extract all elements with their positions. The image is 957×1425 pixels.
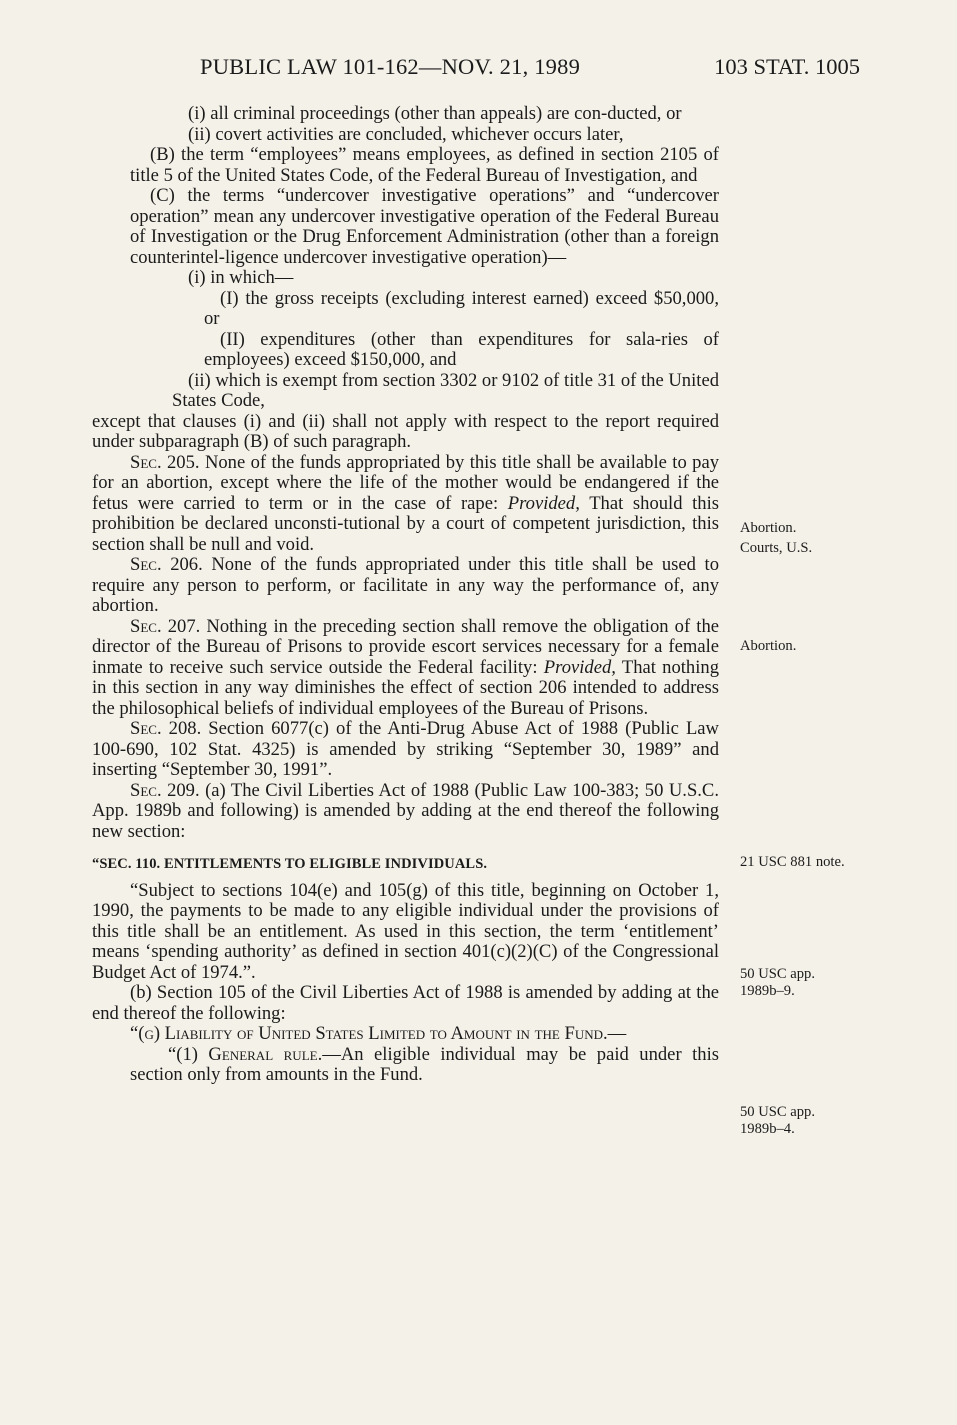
margin-note-abortion-2: Abortion. xyxy=(740,638,797,654)
margin-note-courts: Courts, U.S. xyxy=(740,540,813,556)
margin-note-21-usc-881: 21 USC 881 note. xyxy=(740,854,845,870)
margin-note-50-usc-1989b-9: 50 USC app. 1989b–9. xyxy=(740,966,815,999)
section-209: Sec. 209. (a) The Civil Liberties Act of 1988 (Public Law 100-383; 50 U.S.C. App. 1989b and following) is amended by adding at the end thereof the following new section: xyxy=(92,779,719,842)
clause-ii-exempt: (ii) which is exempt from section 3302 or 9102 of title 31 of the United States Code, xyxy=(172,369,719,411)
subparagraph-b-employees: (B) the term “employees” means employees, as defined in section 2105 of title 5 of the United States Code, of the Federal Bureau of Investigation, and xyxy=(130,144,719,186)
section-209-label: Sec. 209. xyxy=(130,779,200,801)
section-110-text: “Subject to sections 104(e) and 105(g) of this title, beginning on October 1, 1990, the payments to be made to any eligible individual under the provisions of this title shall be an entitlement. As used in this section, the term ‘entitlement’ means ‘spending authority’ as defined in section 401(c)(2)(C) of the Congressional Budget Act of 1974.”. xyxy=(92,879,719,983)
section-207-label: Sec. 207. xyxy=(130,615,201,637)
clause-i-in-which: (i) in which— xyxy=(188,267,294,288)
statute-page-number: 103 STAT. 1005 xyxy=(714,54,860,79)
margin-note-abortion: Abortion. xyxy=(740,520,797,536)
public-law-citation: PUBLIC LAW 101-162—NOV. 21, 1989 xyxy=(200,54,581,79)
subsection-g-heading: “(g) Liability of United States Limited to Amount in the Fund.— xyxy=(130,1023,627,1044)
section-206: Sec. 206. None of the funds appropriated under this title shall be used to require any person to perform, or facilitate in any way the performance of, any abortion. xyxy=(92,554,719,616)
section-207: Sec. 207. Nothing in the preceding section shall remove the obligation of the director of the Bureau of Prisons to provide escort services necessary for a female inmate to receive such service outside the Federal facility: Provided, That nothing in this section in any way diminishes the effect of section 206 intended to address the philosophical beliefs of individual employees of the Bureau of Prisons. xyxy=(92,615,720,719)
statute-body xyxy=(92,104,719,1086)
subclause-ii-expenditures: (II) expenditures (other than expenditures for sala-ries of employees) exceed $150,000, and xyxy=(204,328,719,370)
subparagraph-c-undercover-operations: (C) the terms “undercover investigative operations” and “undercover operation” mean any undercover investigative operation of the Federal Bureau of Investigation or the Drug Enforcement Administration (other than a foreign counterintel-ligence undercover investigative operation)— xyxy=(130,185,719,268)
section-206-label: Sec. 206. xyxy=(130,554,203,575)
paragraph-1-general-rule: “(1) General rule.—An eligible individual may be paid under this section only from amounts in the Fund. xyxy=(130,1043,719,1085)
section-208-label: Sec. 208. xyxy=(130,718,202,739)
section-205: Sec. 205. None of the funds appropriated by this title shall be available to pay for an abortion, except where the life of the mother would be endangered if the fetus were carried to term or in the case of rape: Provided, That should this prohibition be declared unconsti-tutional by a court of competent jurisdiction, this section shall be null and void. xyxy=(92,451,720,555)
margin-note-50-usc-1989b-4: 50 USC app. 1989b–4. xyxy=(740,1104,815,1137)
subclause-i-gross-receipts: (I) the gross receipts (excluding interest earned) exceed $50,000, or xyxy=(204,287,719,329)
section-110-heading: “SEC. 110. ENTITLEMENTS TO ELIGIBLE INDIVIDUALS. xyxy=(92,856,488,872)
running-head xyxy=(200,54,860,88)
clause-i-criminal-proceedings: (i) all criminal proceedings (other than appeals) are con-ducted, or xyxy=(188,103,682,124)
section-209-b: (b) Section 105 of the Civil Liberties Act of 1988 is amended by adding at the end thereof the following: xyxy=(92,982,719,1024)
except-clause: except that clauses (i) and (ii) shall not apply with respect to the report required under subparagraph (B) of such paragraph. xyxy=(92,410,719,452)
section-205-label: Sec. 205. xyxy=(130,451,200,473)
section-208: Sec. 208. Section 6077(c) of the Anti-Drug Abuse Act of 1988 (Public Law 100-690, 102 Stat. 4325) is amended by striking “September 30, 1989” and inserting “September 30, 1991”. xyxy=(92,718,719,780)
clause-ii-covert-activities: (ii) covert activities are concluded, whichever occurs later, xyxy=(188,123,624,145)
